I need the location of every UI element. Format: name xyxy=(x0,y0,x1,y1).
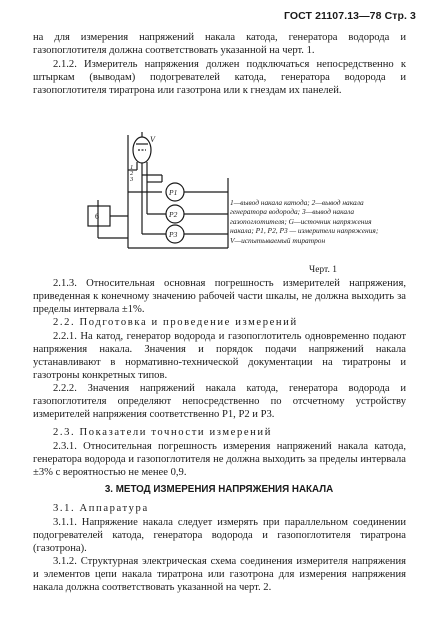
page-header: ГОСТ 21107.13—78 Стр. 3 xyxy=(283,10,416,22)
pin-2-label: 2 xyxy=(130,170,134,177)
meter-p2-label: P2 xyxy=(169,210,178,219)
heading-2-3: 2.3. Показатели точности измерений xyxy=(53,427,272,438)
meter-p1-label: P1 xyxy=(169,188,178,197)
paragraph-2-3-1: 2.3.1. Относительная погрешность измерения напряжений накала катода, генератора водорода и газопоглотителя не должна выходить за пределы интервала ±3% с вероятностью не менее 0,9. xyxy=(33,441,406,478)
paragraph-3-1-2: 3.1.2. Структурная электрическая схема соединения измерителя напряжения и элементов цепи накала тиратрона или газотрона для измерения напряжения накала должна соответствовать указанной на черт. 2. xyxy=(33,556,406,593)
figure-caption: 1—вывод накала катода; 2—вывод накала генератора водорода; 3—вывод накала газопоглотителя; G—источник напряжения накала; P1, P2, P3 — измерители напряжения; V—испытываемый тиратрон xyxy=(230,198,379,245)
section-3-title: 3. МЕТОД ИЗМЕРЕНИЯ НАПРЯЖЕНИЯ НАКАЛА xyxy=(104,484,334,495)
paragraph-3-1-1: 3.1.1. Напряжение накала следует измерять при параллельном соединении подогревателей катода, генератора водорода и газопоглотителя тиратрона (газотрона). xyxy=(33,517,406,554)
paragraph-2-2-2: 2.2.2. Значения напряжений накала катода, генератора водорода и газопоглотителя определяют непосредственно по отсчетному устройству измерителей напряжения соответственно P1, P2 и P3. xyxy=(33,383,406,420)
generator-label: 6 xyxy=(95,212,99,221)
paragraph-continued: на для измерения напряжений накала катода, генератора водорода и газопоглотителя должна соответствовать указанной на черт. 1. xyxy=(33,32,406,56)
heading-2-2: 2.2. Подготовка и проведение измерений xyxy=(53,317,298,328)
paragraph-2-1-2: 2.1.2. Измеритель напряжения должен подключаться непосредственно к штыркам (выводам) подогревателей катода, генератора водорода и газопоглотителя тиратрона или газотрона или к гнездам их панелей. xyxy=(33,59,406,96)
tube-label: V xyxy=(150,135,155,144)
paragraph-2-2-1: 2.2.1. На катод, генератор водорода и газопоглотитель одновременно подают напряжения накала. Значения и порядок подачи напряжений накала устанавливают в нормативно-технической документации на тиратроны и газотроны конкретных типов. xyxy=(33,331,406,381)
circuit-diagram xyxy=(78,130,238,260)
paragraph-2-1-3: 2.1.3. Относительная основная погрешность измерителей напряжения, приведенная к конечному значению рабочей части шкалы, не должна выходить за пределы интервала ±1%. xyxy=(33,278,406,315)
meter-p3-label: P3 xyxy=(169,230,178,239)
pin-1-label: 1 xyxy=(130,164,134,171)
heading-3-1: 3.1. Аппаратура xyxy=(53,503,149,514)
figure-number: Черт. 1 xyxy=(309,265,337,275)
pin-3-label: 3 xyxy=(130,176,134,183)
